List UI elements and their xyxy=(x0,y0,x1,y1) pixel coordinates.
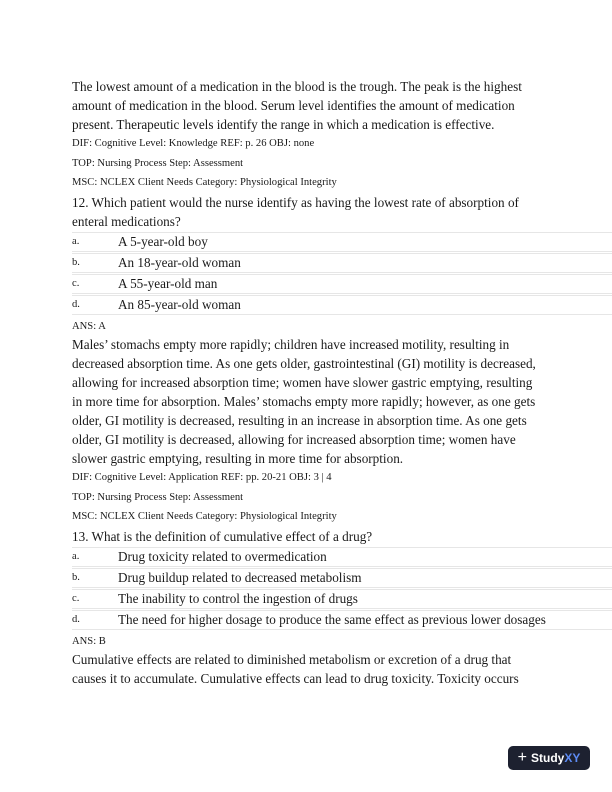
option-row xyxy=(72,232,612,253)
option-text: A 55-year-old man xyxy=(118,275,218,291)
option-row xyxy=(72,568,612,589)
option-letter: c. xyxy=(72,278,80,290)
studyxy-badge[interactable] xyxy=(508,746,590,770)
option-row xyxy=(72,589,612,610)
option-letter: a. xyxy=(72,551,80,563)
option-row xyxy=(72,253,612,274)
option-text: An 18-year-old woman xyxy=(118,254,241,270)
option-row xyxy=(72,295,612,316)
option-letter: d. xyxy=(72,299,80,311)
option-text: Drug toxicity related to overmedication xyxy=(118,548,327,564)
question-12-topic: TOP: Nursing Process Step: Assessment xyxy=(72,491,244,503)
option-row xyxy=(72,274,612,295)
option-letter: b. xyxy=(72,572,80,584)
intro-msc: MSC: NCLEX Client Needs Category: Physiological Integrity xyxy=(72,177,337,188)
question-12-answer: ANS: A xyxy=(72,321,106,332)
question-12: 12. Which patient would the nurse identify as having the lowest rate of absorption of enteral medications? xyxy=(72,194,519,229)
badge-study-text: Study xyxy=(530,751,565,765)
question-13-options xyxy=(72,547,612,631)
question-12-msc: MSC: NCLEX Client Needs Category: Physiological Integrity xyxy=(72,511,337,522)
document-page xyxy=(72,77,612,688)
option-text: The inability to control the ingestion of drugs xyxy=(118,590,358,606)
badge-brand xyxy=(531,751,580,765)
question-12-rationale: Males’ stomachs empty more rapidly; children have increased motility, resulting in decreased absorption time. As one gets older, gastrointestinal (GI) motility is decreased, allowing for increased absorption time; women have slower gastric emptying, resulting in more time for absorption. Males’ stomachs empty more rapidly; however, as one gets older, GI motility is decreased, resulting in an increase in absorption time. As one gets older, GI motility is decreased, allowing for increased absorption time; women have slower gastric emptying, resulting in more time for absorption. xyxy=(72,337,536,466)
badge-xy-text: XY xyxy=(564,751,581,765)
intro-dif: DIF: Cognitive Level: Knowledge REF: p. 26 OBJ: none xyxy=(72,138,315,149)
question-13-rationale: Cumulative effects are related to diminished metabolism or excretion of a drug that causes it to accumulate. Cumulative effects can lead to drug toxicity. Toxicity occurs xyxy=(72,652,519,686)
question-13-answer: ANS: B xyxy=(72,636,106,647)
option-text: An 85-year-old woman xyxy=(118,296,241,312)
option-row xyxy=(72,610,612,631)
option-text: A 5-year-old boy xyxy=(118,233,208,249)
option-letter: c. xyxy=(72,593,80,605)
question-12-dif: DIF: Cognitive Level: Application REF: pp. 20-21 OBJ: 3 | 4 xyxy=(72,472,332,483)
option-letter: a. xyxy=(72,236,80,248)
intro-topic: TOP: Nursing Process Step: Assessment xyxy=(72,157,244,169)
question-13: 13. What is the definition of cumulative effect of a drug? xyxy=(72,528,373,544)
option-text: The need for higher dosage to produce the same effect as previous lower dosages xyxy=(118,611,546,627)
option-row xyxy=(72,547,612,568)
question-12-options xyxy=(72,232,612,316)
option-letter: b. xyxy=(72,257,80,269)
intro-paragraph: The lowest amount of a medication in the blood is the trough. The peak is the highest amount of medication in the blood. Serum level identifies the amount of medication present. Therapeutic levels identify the range in which a medication is effective. xyxy=(72,79,522,132)
option-letter: d. xyxy=(72,614,80,626)
option-text: Drug buildup related to decreased metabolism xyxy=(118,569,362,585)
plus-icon: + xyxy=(517,749,527,766)
